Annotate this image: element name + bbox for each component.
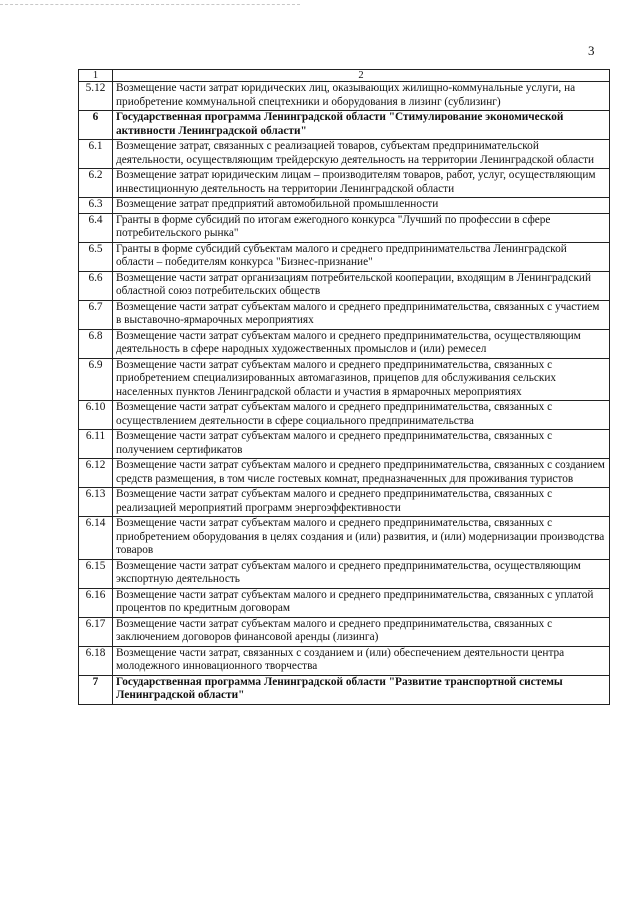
row-text: Возмещение затрат, связанных с реализацией товаров, субъектам предпринимательской деятельности, осуществляющим трейдерскую деятельность на территории Ленинградской области — [113, 140, 610, 169]
row-number: 7 — [79, 675, 113, 704]
table-row — [79, 559, 610, 588]
row-number: 5.12 — [79, 82, 113, 111]
table-header-row — [79, 70, 610, 82]
row-text: Возмещение части затрат субъектам малого и среднего предпринимательства, связанных с осуществлением деятельности в сфере социального предпринимательства — [113, 401, 610, 430]
row-number: 6.17 — [79, 617, 113, 646]
row-text: Возмещение части затрат субъектам малого и среднего предпринимательства, осуществляющим экспортную деятельность — [113, 559, 610, 588]
row-number: 6.2 — [79, 169, 113, 198]
table-row — [79, 169, 610, 198]
table-row — [79, 82, 610, 111]
row-number: 6.13 — [79, 488, 113, 517]
row-number: 6.1 — [79, 140, 113, 169]
header-col-1: 1 — [79, 70, 113, 82]
row-text: Возмещение части затрат субъектам малого и среднего предпринимательства, связанных с заключением договоров финансовой аренды (лизинга) — [113, 617, 610, 646]
table-row — [79, 242, 610, 271]
header-col-2: 2 — [113, 70, 610, 82]
row-number: 6.11 — [79, 430, 113, 459]
table-row — [79, 300, 610, 329]
page-number: 3 — [588, 43, 595, 58]
row-text: Возмещение части затрат субъектам малого и среднего предпринимательства, связанных с приобретением специализированных автомагазинов, прицепов для обслуживания сельских населенных пунктов Ленинградской области и участия в ярмарочных мероприятиях — [113, 358, 610, 401]
row-text: Государственная программа Ленинградской области "Развитие транспортной системы Ленинградской области" — [113, 675, 610, 704]
row-text: Возмещение части затрат субъектам малого и среднего предпринимательства, осуществляющим деятельность в сфере народных художественных промыслов и (или) ремесел — [113, 329, 610, 358]
row-text: Гранты в форме субсидий субъектам малого и среднего предпринимательства Ленинградской области – победителям конкурса "Бизнес-признание" — [113, 242, 610, 271]
row-number: 6.10 — [79, 401, 113, 430]
row-number: 6.6 — [79, 271, 113, 300]
row-text: Гранты в форме субсидий по итогам ежегодного конкурса "Лучший по профессии в сфере потребительского рынка" — [113, 213, 610, 242]
row-text: Возмещение части затрат организациям потребительской кооперации, входящим в Ленинградский областной союз потребительских обществ — [113, 271, 610, 300]
row-text: Возмещение части затрат субъектам малого и среднего предпринимательства, связанных с уплатой процентов по кредитным договорам — [113, 588, 610, 617]
row-number: 6.18 — [79, 646, 113, 675]
row-number: 6.3 — [79, 198, 113, 214]
row-number: 6.9 — [79, 358, 113, 401]
table-row — [79, 488, 610, 517]
row-number: 6.4 — [79, 213, 113, 242]
table-row — [79, 213, 610, 242]
table-row — [79, 271, 610, 300]
row-number: 6.16 — [79, 588, 113, 617]
row-number: 6.7 — [79, 300, 113, 329]
table-row — [79, 588, 610, 617]
row-number: 6.15 — [79, 559, 113, 588]
table-row — [79, 358, 610, 401]
section-row — [79, 111, 610, 140]
row-number: 6.14 — [79, 517, 113, 560]
table-row — [79, 646, 610, 675]
table-row — [79, 401, 610, 430]
row-text: Возмещение части затрат, связанных с созданием и (или) обеспечением деятельности центра молодежного инновационного творчества — [113, 646, 610, 675]
row-number: 6 — [79, 111, 113, 140]
table-row — [79, 140, 610, 169]
row-number: 6.12 — [79, 459, 113, 488]
table-row — [79, 430, 610, 459]
row-text: Возмещение части затрат субъектам малого и среднего предпринимательства, связанных с созданием средств размещения, в том числе гостевых комнат, предназначенных для проживания туристов — [113, 459, 610, 488]
table-row — [79, 329, 610, 358]
row-text: Возмещение части затрат субъектам малого и среднего предпринимательства, связанных с реализацией мероприятий программ энергоэффективности — [113, 488, 610, 517]
row-text: Возмещение затрат предприятий автомобильной промышленности — [113, 198, 610, 214]
table-row — [79, 617, 610, 646]
row-number: 6.5 — [79, 242, 113, 271]
section-row — [79, 675, 610, 704]
table-row — [79, 517, 610, 560]
row-text: Государственная программа Ленинградской области "Стимулирование экономической активности Ленинградской области" — [113, 111, 610, 140]
scan-artifact-line — [0, 4, 300, 7]
row-text: Возмещение части затрат субъектам малого и среднего предпринимательства, связанных с участием в выставочно-ярмарочных мероприятиях — [113, 300, 610, 329]
row-text: Возмещение части затрат субъектам малого и среднего предпринимательства, связанных с получением сертификатов — [113, 430, 610, 459]
table-row — [79, 198, 610, 214]
document-table — [78, 69, 610, 705]
table-row — [79, 459, 610, 488]
row-number: 6.8 — [79, 329, 113, 358]
row-text: Возмещение затрат юридическим лицам – производителям товаров, работ, услуг, осуществляющим инвестиционную деятельность на территории Ленинградской области — [113, 169, 610, 198]
row-text: Возмещение части затрат субъектам малого и среднего предпринимательства, связанных с приобретением оборудования в целях создания и (или) развития, и (или) модернизации производства товаров — [113, 517, 610, 560]
row-text: Возмещение части затрат юридических лиц, оказывающих жилищно-коммунальные услуги, на приобретение коммунальной спецтехники и оборудования в лизинг (сублизинг) — [113, 82, 610, 111]
